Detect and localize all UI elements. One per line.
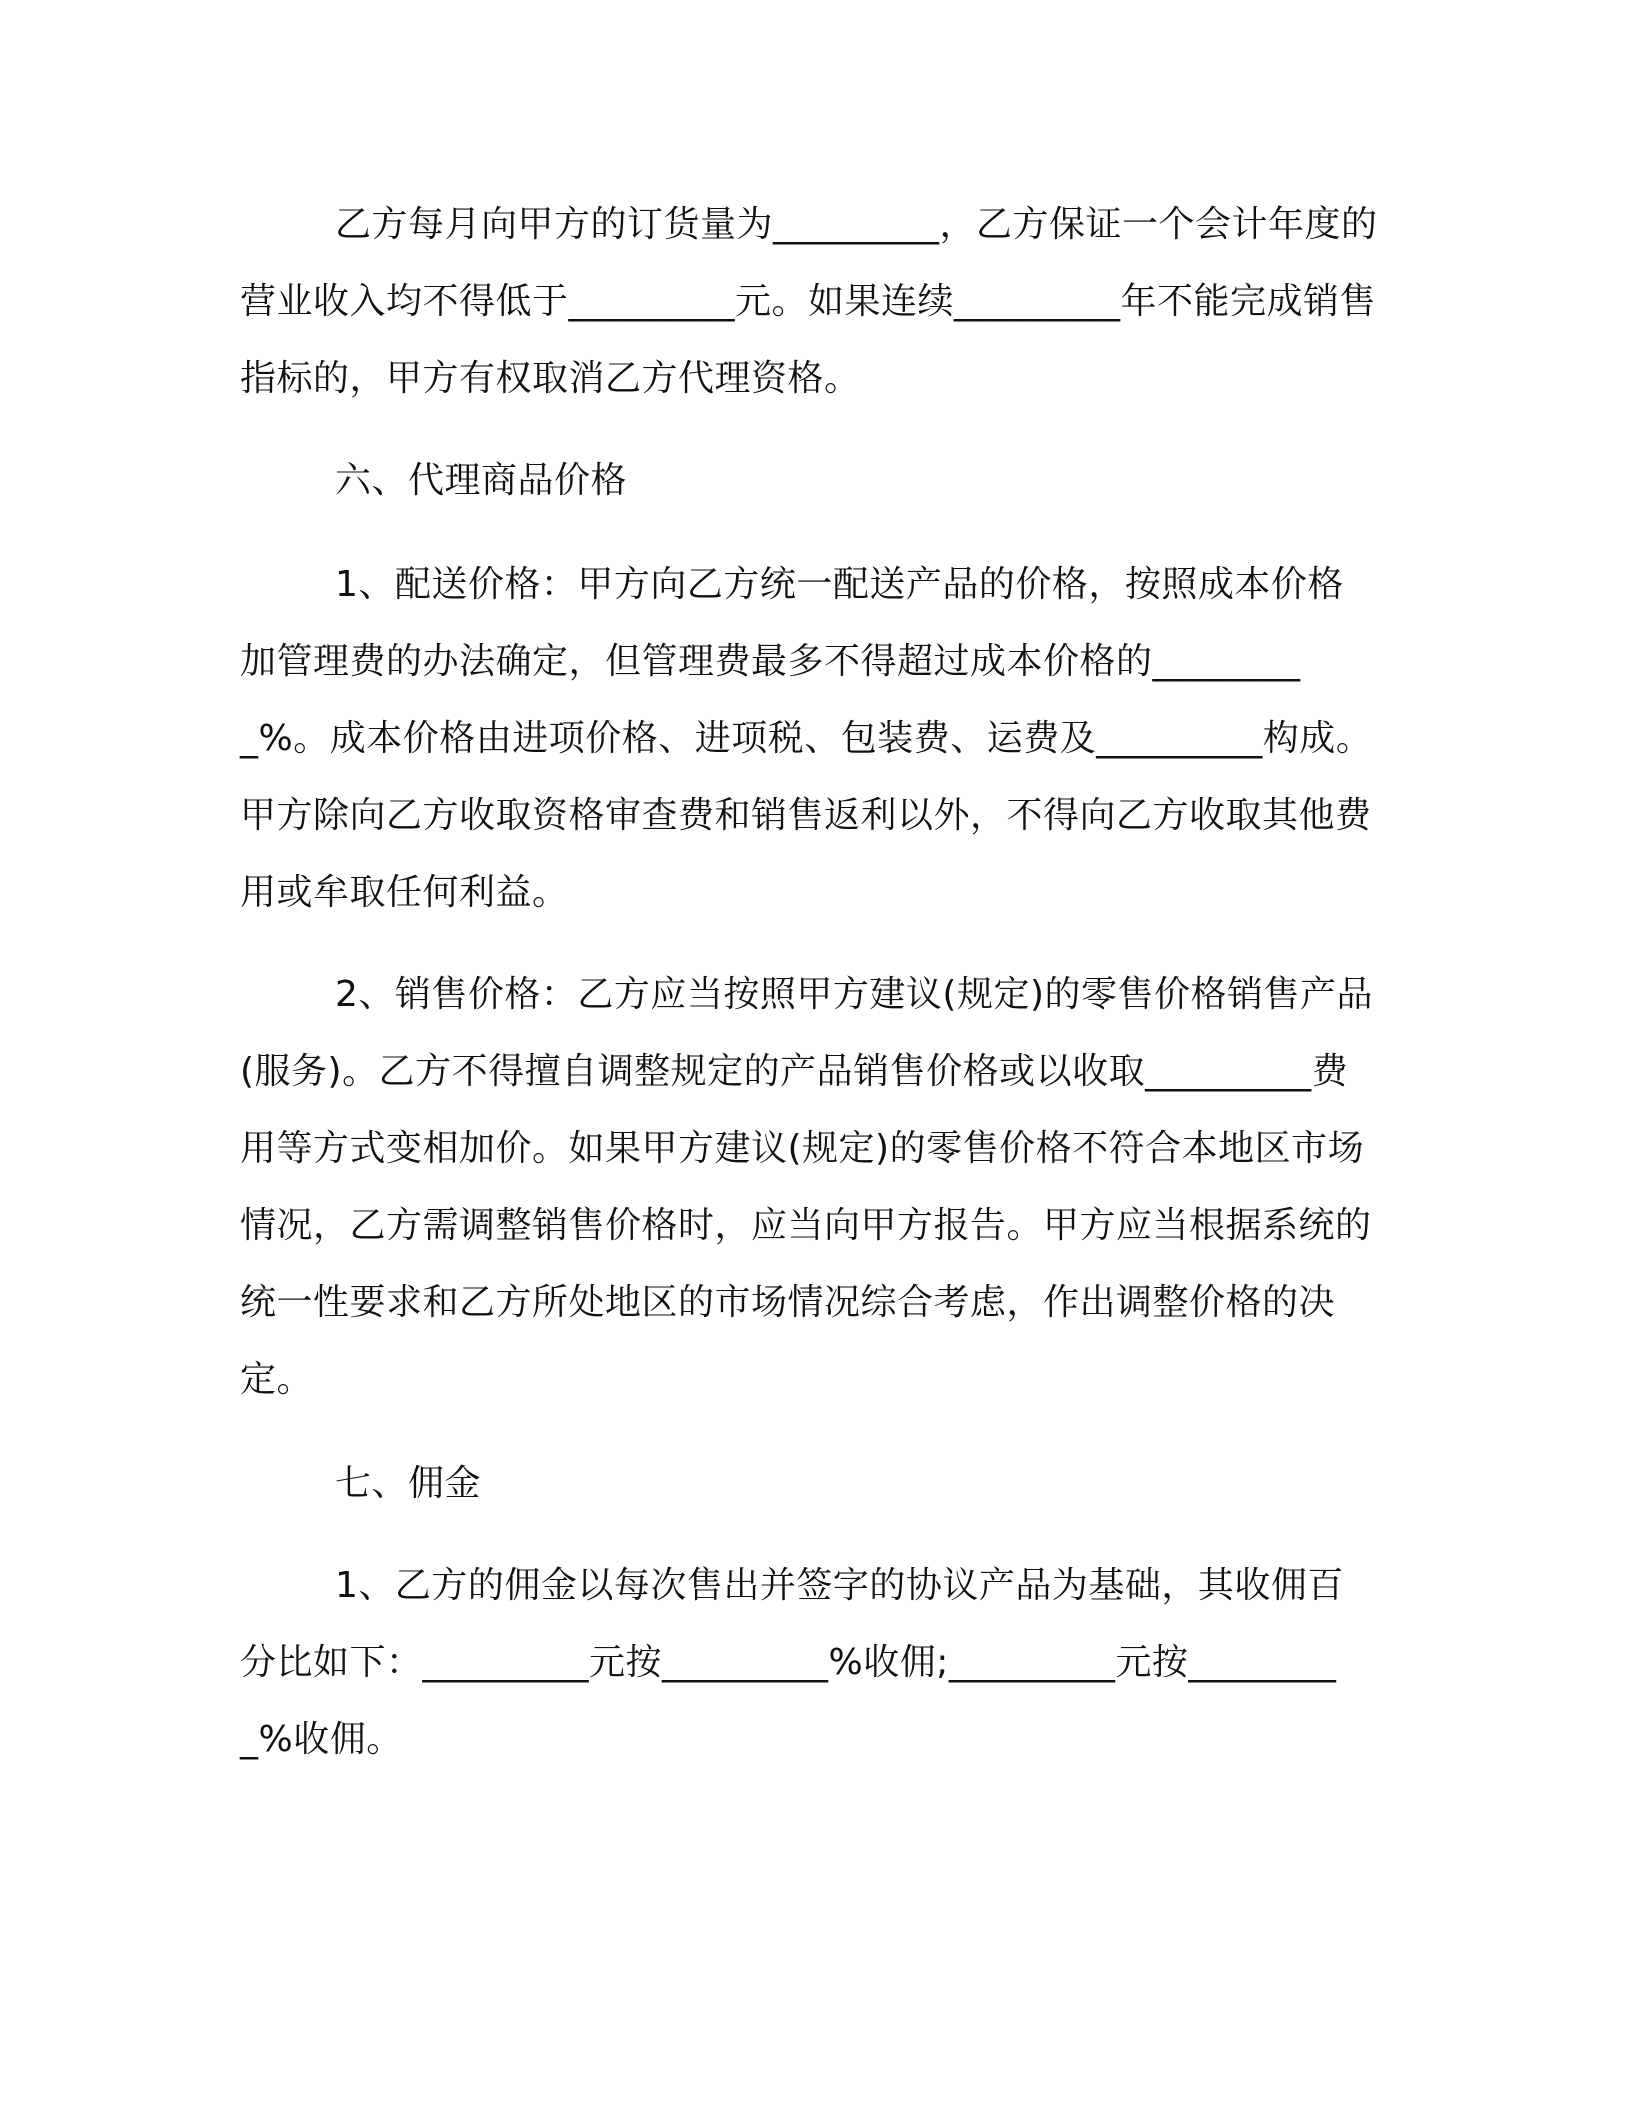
paragraph-commission-rate: 1、乙方的佣金以每次售出并签字的协议产品为基础，其收佣百分比如下：_________元按_________%收佣;_________元按_________%收佣。 [240,1565,1344,1760]
section-heading-commission: 七、佣金 [335,1463,482,1504]
paragraph-sales-target: 乙方每月向甲方的订货量为_________，乙方保证一个会计年度的营业收入均不得低于_________元。如果连续_________年不能完成销售指标的，甲方有权取消乙方代理资格。 [240,204,1378,399]
section-heading-agency-price: 六、代理商品价格 [335,460,628,501]
document-page [240,186,1380,1778]
paragraph-sales-price: 2、销售价格：乙方应当按照甲方建议(规定)的零售价格销售产品(服务)。乙方不得擅自调整规定的产品销售价格或以收取_________费用等方式变相加价。如果甲方建议(规定)的零售价格不符合本地区市场情况，乙方需调整销售价格时，应当向甲方报告。甲方应当根据系统的统一性要求和乙方所处地区的市场情况综合考虑，作出调整价格的决定。 [240,974,1373,1400]
paragraph-delivery-price: 1、配送价格：甲方向乙方统一配送产品的价格，按照成本价格加管理费的办法确定，但管理费最多不得超过成本价格的_________%。成本价格由进项价格、进项税、包装费、运费及_________构成。甲方除向乙方收取资格审查费和销售返利以外，不得向乙方收取其他费用或牟取任何利益。 [240,564,1373,913]
